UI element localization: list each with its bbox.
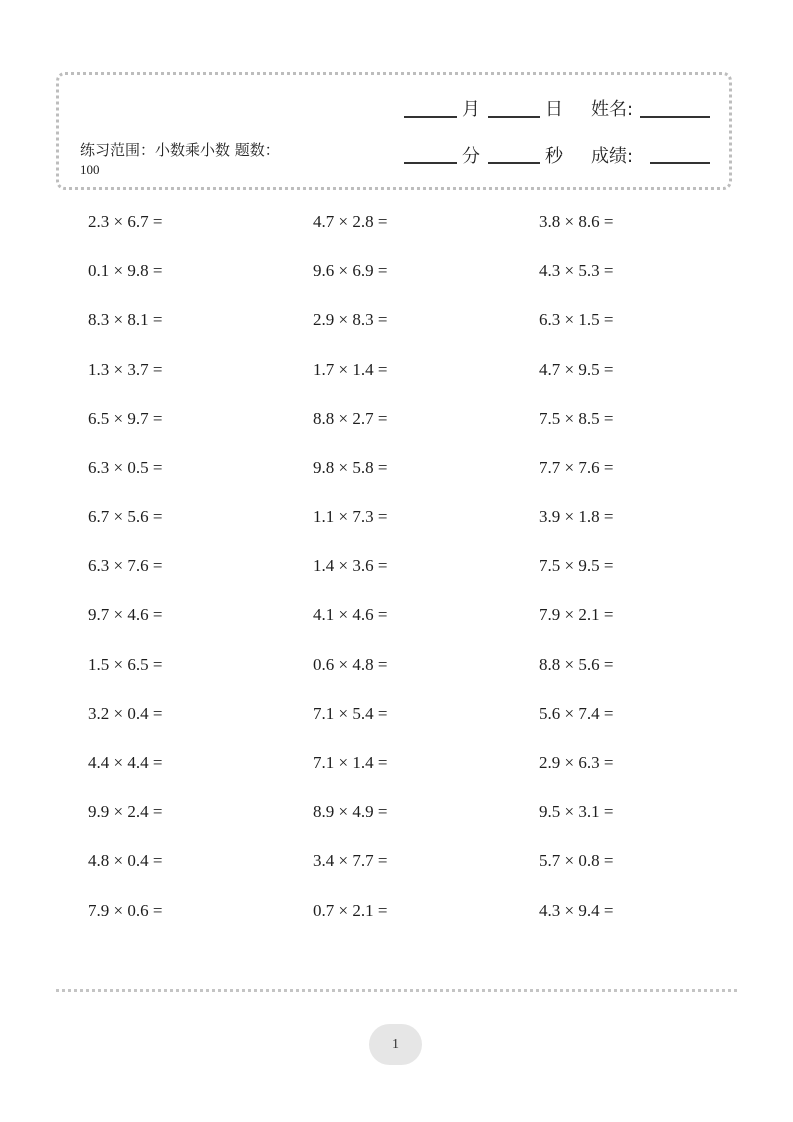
problem: 9.5 × 3.1 = — [539, 802, 614, 821]
name-label: 姓名: — [591, 99, 634, 120]
problem: 6.3 × 7.6 = — [88, 556, 163, 575]
problem: 0.1 × 9.8 = — [88, 261, 163, 280]
problem: 2.3 × 6.7 = — [88, 212, 163, 231]
month-blank[interactable] — [404, 116, 457, 118]
problem: 9.9 × 2.4 = — [88, 802, 163, 821]
second-blank[interactable] — [488, 162, 540, 164]
problem: 2.9 × 6.3 = — [539, 753, 614, 772]
problem: 1.1 × 7.3 = — [313, 507, 388, 526]
problem: 4.8 × 0.4 = — [88, 851, 163, 870]
problem: 6.3 × 0.5 = — [88, 458, 163, 477]
problem: 8.3 × 8.1 = — [88, 310, 163, 329]
month-label: 月 — [462, 99, 480, 120]
problem: 1.7 × 1.4 = — [313, 360, 388, 379]
score-blank[interactable] — [650, 162, 710, 164]
problem: 3.8 × 8.6 = — [539, 212, 614, 231]
problem: 3.9 × 1.8 = — [539, 507, 614, 526]
problem: 7.1 × 5.4 = — [313, 704, 388, 723]
problem: 7.7 × 7.6 = — [539, 458, 614, 477]
practice-range-label: 练习范围：小数乘小数 题数： — [80, 141, 280, 159]
minute-blank[interactable] — [404, 162, 457, 164]
problem: 4.3 × 5.3 = — [539, 261, 614, 280]
problem: 7.1 × 1.4 = — [313, 753, 388, 772]
score-label: 成绩: — [591, 146, 634, 167]
problem: 2.9 × 8.3 = — [313, 310, 388, 329]
problem: 7.9 × 0.6 = — [88, 901, 163, 920]
problem: 7.5 × 9.5 = — [539, 556, 614, 575]
problem: 1.4 × 3.6 = — [313, 556, 388, 575]
problem: 1.5 × 6.5 = — [88, 655, 163, 674]
problem: 6.7 × 5.6 = — [88, 507, 163, 526]
problem: 4.4 × 4.4 = — [88, 753, 163, 772]
problem: 4.3 × 9.4 = — [539, 901, 614, 920]
problem: 6.5 × 9.7 = — [88, 409, 163, 428]
problem: 4.7 × 9.5 = — [539, 360, 614, 379]
problem: 7.5 × 8.5 = — [539, 409, 614, 428]
problem: 4.1 × 4.6 = — [313, 605, 388, 624]
problem: 0.7 × 2.1 = — [313, 901, 388, 920]
problem: 9.6 × 6.9 = — [313, 261, 388, 280]
problem: 5.6 × 7.4 = — [539, 704, 614, 723]
problem: 8.8 × 2.7 = — [313, 409, 388, 428]
day-blank[interactable] — [488, 116, 540, 118]
problem: 6.3 × 1.5 = — [539, 310, 614, 329]
footer-divider — [56, 989, 737, 992]
problem: 7.9 × 2.1 = — [539, 605, 614, 624]
problem: 9.7 × 4.6 = — [88, 605, 163, 624]
problem: 5.7 × 0.8 = — [539, 851, 614, 870]
problem: 9.8 × 5.8 = — [313, 458, 388, 477]
day-label: 日 — [545, 99, 563, 120]
problem: 8.9 × 4.9 = — [313, 802, 388, 821]
minute-label: 分 — [462, 146, 480, 167]
question-count: 100 — [80, 162, 100, 177]
second-label: 秒 — [545, 146, 563, 167]
problem: 4.7 × 2.8 = — [313, 212, 388, 231]
worksheet-header-box — [56, 72, 732, 190]
problem: 0.6 × 4.8 = — [313, 655, 388, 674]
name-blank[interactable] — [640, 116, 710, 118]
problem: 3.4 × 7.7 = — [313, 851, 388, 870]
page-number: 1 — [369, 1024, 422, 1065]
problem: 3.2 × 0.4 = — [88, 704, 163, 723]
problem: 8.8 × 5.6 = — [539, 655, 614, 674]
problem: 1.3 × 3.7 = — [88, 360, 163, 379]
